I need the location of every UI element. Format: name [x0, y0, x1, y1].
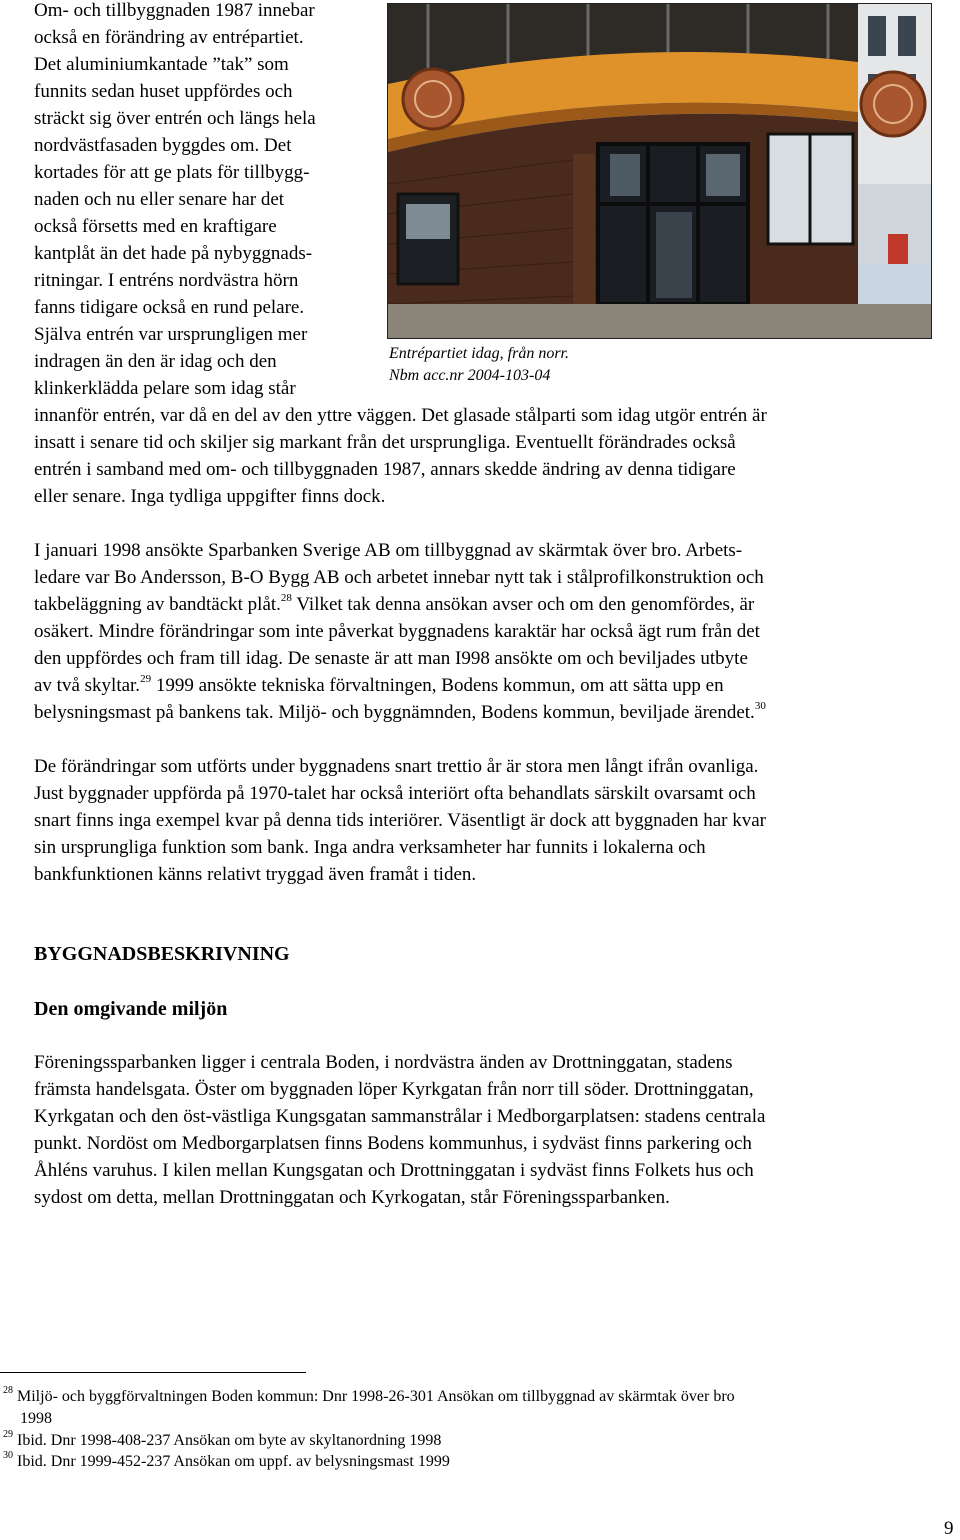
body-line: sin ursprungliga funktion som bank. Inga andra verksamheter har funnits i lokalerna och — [34, 837, 706, 858]
body-line: innanför entrén, var då en del av den yttre väggen. Det glasade stålparti som idag utgör entrén är — [34, 405, 767, 426]
photo-caption-accession: Nbm acc.nr 2004-103-04 — [389, 367, 551, 384]
intro-line: funnits sedan huset uppfördes och — [34, 81, 293, 102]
body-line: takbeläggning av bandtäckt plåt.$^{28}$ Vilket tak denna ansökan avser och om den genomfördes, är — [34, 591, 755, 615]
body-line: De förändringar som utförts under byggnadens snart trettio år är stora men långt ifrån ovanliga. — [34, 756, 759, 777]
intro-line: Om- och tillbyggnaden 1987 innebar — [34, 0, 315, 21]
footnote-28-cont: 1998 — [20, 1410, 52, 1427]
body-line: Föreningssparbanken ligger i centrala Boden, i nordvästra änden av Drottninggatan, stadens — [34, 1052, 733, 1073]
body-line: sydost om detta, mellan Drottninggatan och Kyrkogatan, står Föreningssparbanken. — [34, 1187, 670, 1208]
photo-caption: Entrépartiet idag, från norr. — [389, 345, 570, 362]
body-line: Kyrkgatan och den öst-västliga Kungsgatan sammanstrålar i Medborgarplatsen: stadens centrala — [34, 1106, 766, 1127]
body-line: snart finns inga exempel kvar på denna tids interiörer. Väsentligt är dock att byggnaden har kvar — [34, 810, 766, 831]
entrance-photo — [387, 3, 932, 339]
body-line: av två skyltar.$^{29}$ 1999 ansökte tekniska förvaltningen, Bodens kommun, om att sätta upp en — [34, 672, 724, 696]
body-line: eller senare. Inga tydliga uppgifter finns dock. — [34, 486, 386, 507]
subsection-heading: Den omgivande miljön — [34, 998, 228, 1020]
body-line: främsta handelsgata. Öster om byggnaden löper Kyrkgatan från norr till söder. Drottninggatan, — [34, 1079, 754, 1100]
intro-line: naden och nu eller senare har det — [34, 189, 285, 210]
intro-line: kortades för att ge plats för tillbygg- — [34, 162, 310, 183]
intro-line: också försetts med en kraftigare — [34, 216, 277, 237]
intro-line: Det aluminiumkantade ”tak” som — [34, 54, 289, 75]
body-line: entrén i samband med om- och tillbyggnaden 1987, annars skedde ändring av denna tidigare — [34, 459, 736, 480]
body-line: belysningsmast på bankens tak. Miljö- och byggnämnden, Bodens kommun, beviljade ärendet.$^{30}$ — [34, 699, 766, 723]
footnote-ref: 28 — [280, 591, 292, 604]
body-line: Åhléns varuhus. I kilen mellan Kungsgatan och Drottninggatan i sydväst finns Folkets hus och — [34, 1160, 754, 1181]
intro-line: också en förändring av entrépartiet. — [34, 27, 304, 48]
body-line: insatt i senare tid och skiljer sig markant från det ursprungliga. Eventuellt förändrades också — [34, 432, 736, 453]
body-line: Just byggnader uppförda på 1970-talet har också interiört ofta behandlats särskilt ovarsamt och — [34, 783, 756, 804]
section-heading: BYGGNADSBESKRIVNING — [34, 943, 290, 965]
body-line: ledare var Bo Andersson, B-O Bygg AB och arbetet innebar nytt tak i stålprofilkonstruktion och — [34, 567, 764, 588]
page-number: 9 — [944, 1518, 954, 1539]
body-line: bankfunktionen känns relativt tryggad även framåt i tiden. — [34, 864, 477, 885]
intro-line: fanns tidigare också en rund pelare. — [34, 297, 305, 318]
footnote-ref: 30 — [754, 699, 766, 712]
intro-line: indragen än den är idag och den — [34, 351, 277, 372]
intro-line: klinkerklädda pelare som idag står — [34, 378, 296, 399]
footnote-separator — [0, 1372, 306, 1373]
intro-line: sträckt sig över entrén och längs hela — [34, 108, 316, 129]
footnote-30: $^{30}$ Ibid. Dnr 1999-452-237 Ansökan om uppf. av belysningsmast 1999 — [3, 1449, 450, 1470]
body-line: osäkert. Mindre förändringar som inte påverkat byggnadens karaktär har också ägt rum från det — [34, 621, 760, 642]
intro-line: Själva entrén var ursprungligen mer — [34, 324, 308, 345]
body-line: den uppfördes och fram till idag. De senaste är att man I998 ansökte om och beviljades utbyte — [34, 648, 748, 669]
intro-line: nordvästfasaden byggdes om. Det — [34, 135, 292, 156]
footnote-28: $^{28}$ Miljö- och byggförvaltningen Boden kommun: Dnr 1998-26-301 Ansökan om tillbyggnad av skärmtak över bro — [3, 1384, 735, 1405]
footnote-29: $^{29}$ Ibid. Dnr 1998-408-237 Ansökan om byte av skyltanordning 1998 — [3, 1428, 442, 1449]
body-line: I januari 1998 ansökte Sparbanken Sverige AB om tillbyggnad av skärmtak över bro. Arbets- — [34, 540, 743, 561]
intro-line: ritningar. I entréns nordvästra hörn — [34, 270, 299, 291]
intro-line: kantplåt än det hade på nybyggnads- — [34, 243, 313, 264]
footnote-ref: 29 — [140, 672, 152, 685]
body-line: punkt. Nordöst om Medborgarplatsen finns Bodens kommunhus, i sydväst finns parkering och — [34, 1133, 752, 1154]
